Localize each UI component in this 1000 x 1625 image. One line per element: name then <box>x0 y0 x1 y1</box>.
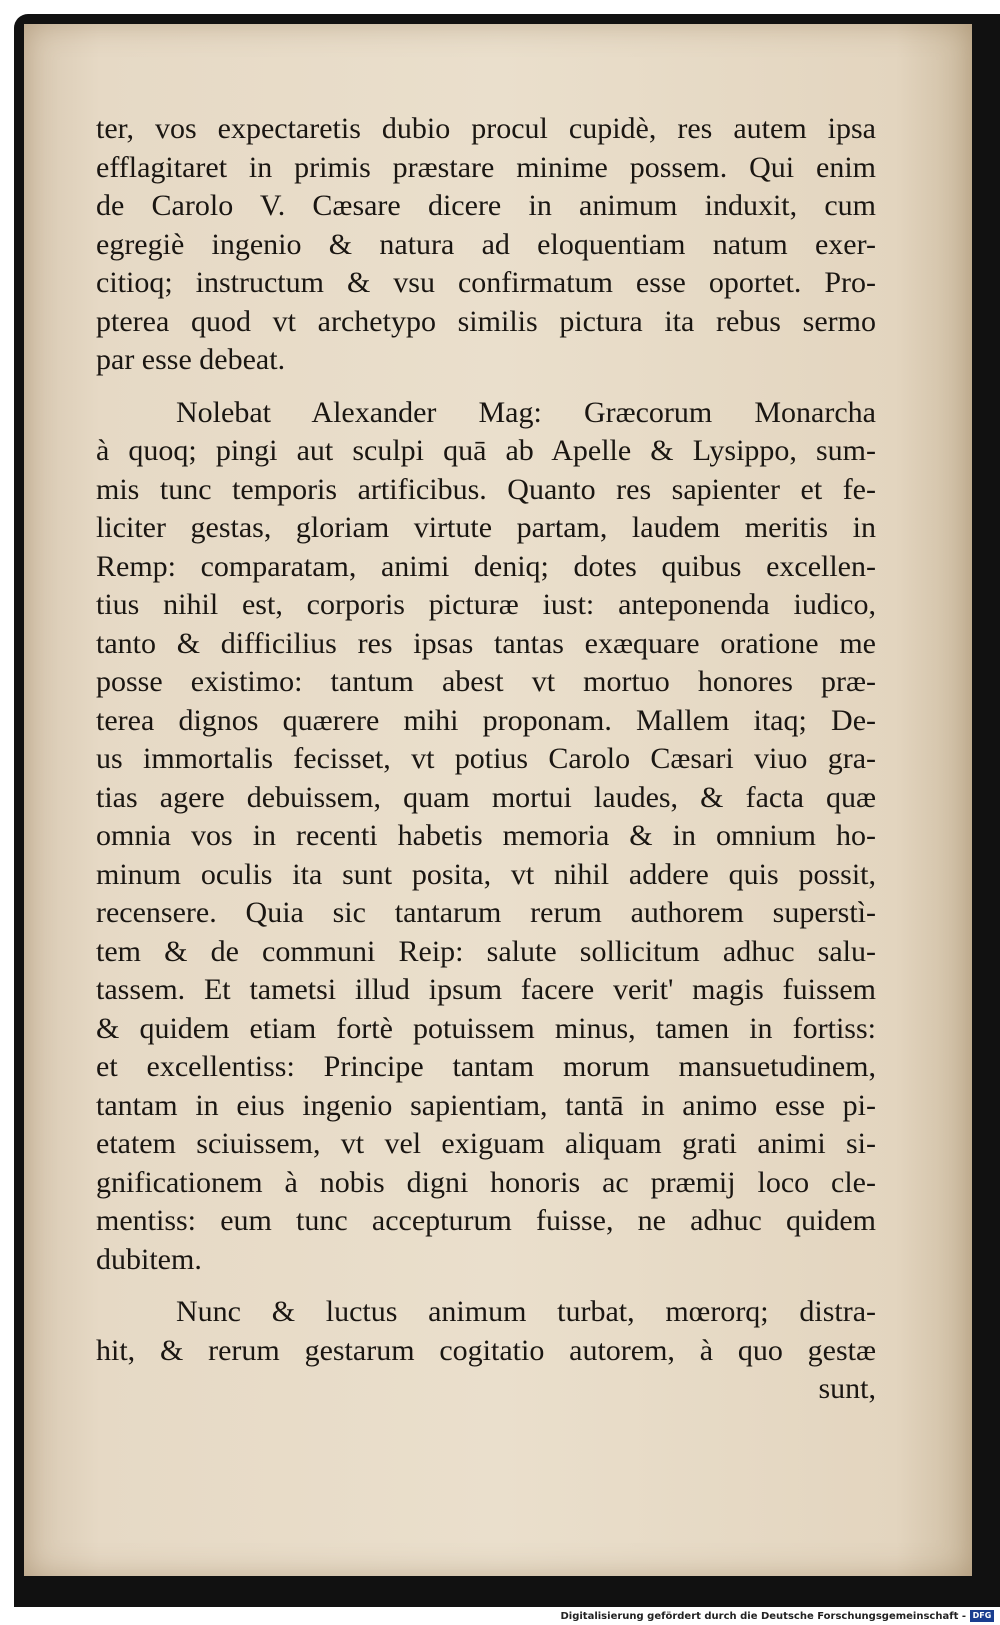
text-line: pterea quod vt archetypo similis pictura ita rebus sermo <box>96 304 876 338</box>
text-line: dubitem. <box>96 1242 202 1276</box>
text-line: tius nihil est, corporis picturæ iust: anteponenda iudico, <box>96 588 876 621</box>
text-line: de Carolo V. Cæsare dicere in animum induxit, cum <box>96 189 876 222</box>
text-line: minum oculis ita sunt posita, vt nihil addere quis possit, <box>96 857 876 891</box>
text-line: tem & de communi Reip: salute sollicitum adhuc salu- <box>96 934 876 968</box>
text-line: egregiè ingenio & natura ad eloquentiam natum exer- <box>96 227 876 261</box>
text-line: par esse debeat. <box>96 343 286 376</box>
catchword: sunt, <box>818 1372 876 1405</box>
footer-bar <box>0 1607 1000 1625</box>
text-line: mentiss: eum tunc accepturum fuisse, ne adhuc quidem <box>96 1204 876 1237</box>
text-line: gnificationem à nobis digni honoris ac præmij loco cle- <box>96 1165 876 1199</box>
text-line: Nolebat Alexander Mag: Græcorum Monarcha <box>176 395 876 429</box>
text-line: recensere. Quia sic tantarum rerum authorem superstì- <box>96 896 876 929</box>
dfg-logo-icon: DFG <box>970 1610 994 1622</box>
paragraph-3 <box>96 1293 876 1370</box>
text-line: tanto & difficilius res ipsas tantas exæquare oratione me <box>96 626 876 660</box>
text-line: terea dignos quærere mihi proponam. Mallem itaq; De- <box>96 703 876 737</box>
page-body-text <box>96 110 876 1409</box>
text-line: Remp: comparatam, animi deniq; dotes quibus excellen- <box>96 549 876 583</box>
text-line: citioq; instructum & vsu confirmatum esse oportet. Pro- <box>96 266 876 299</box>
text-line: liciter gestas, gloriam virtute partam, laudem meritis in <box>96 511 876 544</box>
footer-credit: Digitalisierung gefördert durch die Deutsche Forschungsgemeinschaft - <box>560 1611 966 1622</box>
text-line: efflagitaret in primis præstare minime possem. Qui enim <box>96 150 876 184</box>
text-line: us immortalis fecisset, vt potius Carolo Cæsari viuo gra- <box>96 742 876 775</box>
text-line: ter, vos expectaretis dubio procul cupidè, res autem ipsa <box>96 112 876 145</box>
text-line: et excellentiss: Principe tantam morum mansuetudinem, <box>96 1050 876 1083</box>
paragraph-2 <box>96 394 876 1280</box>
paragraph-1 <box>96 110 876 380</box>
text-line: Nunc & luctus animum turbat, mœrorq; distra- <box>176 1295 876 1328</box>
text-line: omnia vos in recenti habetis memoria & in omnium ho- <box>96 819 876 852</box>
text-line: mis tunc temporis artificibus. Quanto res sapienter et fe- <box>96 472 876 506</box>
text-line: tassem. Et tametsi illud ipsum facere verit' magis fuissem <box>96 973 876 1006</box>
text-line: tantam in eius ingenio sapientiam, tantā in animo esse pi- <box>96 1088 876 1122</box>
text-line: à quoq; pingi aut sculpi quā ab Apelle & Lysippo, sum- <box>96 434 876 467</box>
text-line: & quidem etiam fortè potuissem minus, tamen in fortiss: <box>96 1011 876 1045</box>
text-line: etatem sciuissem, vt vel exiguam aliquam grati animi si- <box>96 1127 876 1160</box>
text-line: posse existimo: tantum abest vt mortuo honores præ- <box>96 665 876 698</box>
text-line: hit, & rerum gestarum cogitatio autorem, à quo gestæ <box>96 1333 876 1367</box>
text-line: tias agere debuissem, quam mortui laudes, & facta quæ <box>96 780 876 814</box>
